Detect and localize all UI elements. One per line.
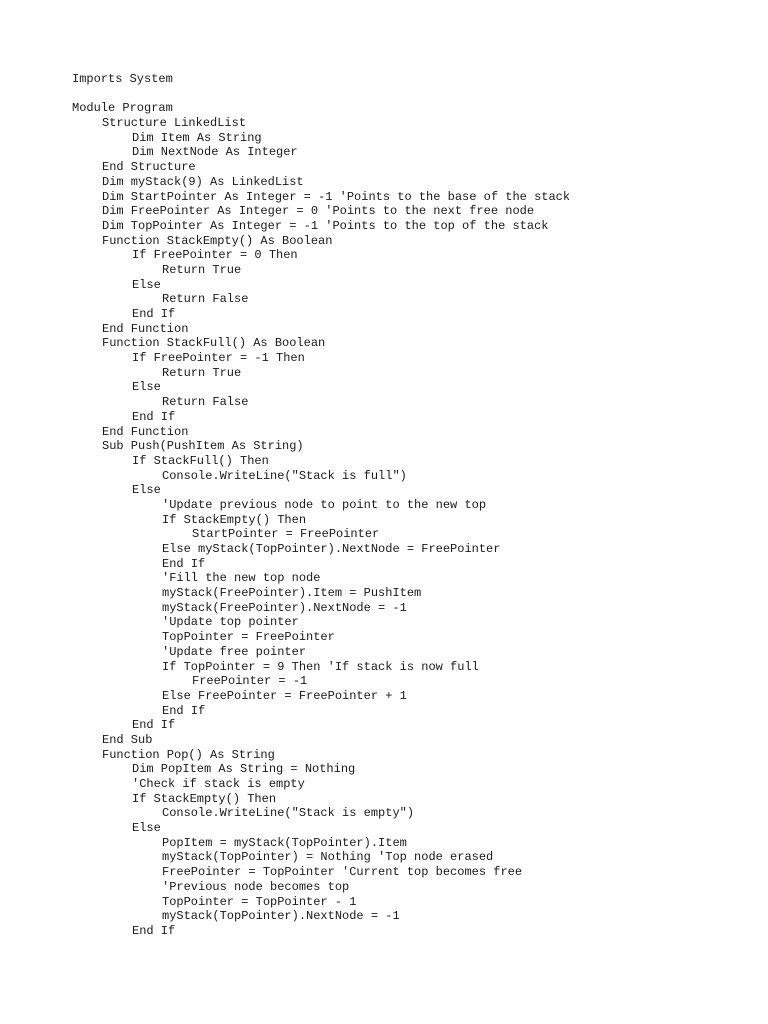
code-line: 'Fill the new top node bbox=[162, 571, 321, 586]
code-line: Function Pop() As String bbox=[102, 747, 275, 762]
code-line: Console.WriteLine("Stack is empty") bbox=[162, 806, 415, 821]
code-line: 'Update top pointer bbox=[162, 615, 299, 630]
code-line: Dim FreePointer As Integer = 0 'Points to the next free node bbox=[102, 204, 535, 219]
code-line: Function StackEmpty() As Boolean bbox=[102, 233, 333, 248]
code-line: Else bbox=[132, 483, 161, 498]
code-line: End Function bbox=[102, 321, 189, 336]
code-line: Else bbox=[132, 821, 161, 836]
code-line: Dim TopPointer As Integer = -1 'Points to the top of the stack bbox=[102, 218, 549, 233]
code-line: If TopPointer = 9 Then 'If stack is now full bbox=[162, 659, 479, 674]
code-line: Function StackFull() As Boolean bbox=[102, 336, 326, 351]
code-line: TopPointer = TopPointer - 1 bbox=[162, 894, 357, 909]
code-line: End If bbox=[132, 923, 176, 938]
code-line: 'Check if stack is empty bbox=[132, 777, 305, 791]
code-line: myStack(FreePointer).NextNode = -1 bbox=[162, 600, 407, 615]
code-line: Dim Item As String bbox=[132, 130, 262, 145]
code-line: Dim StartPointer As Integer = -1 'Points to the base of the stack bbox=[102, 189, 571, 204]
code-line: End Structure bbox=[102, 160, 196, 175]
code-line: Console.WriteLine("Stack is full") bbox=[162, 468, 407, 483]
code-line: myStack(FreePointer).Item = PushItem bbox=[162, 586, 422, 601]
code-line: Else myStack(TopPointer).NextNode = FreePointer bbox=[162, 542, 501, 556]
code-line: myStack(TopPointer) = Nothing 'Top node erased bbox=[162, 850, 494, 865]
code-line: 'Update free pointer bbox=[162, 644, 307, 659]
code-line: End Function bbox=[102, 424, 189, 439]
code-line: End If bbox=[162, 703, 206, 718]
code-line: myStack(TopPointer).NextNode = -1 bbox=[162, 909, 400, 924]
code-line: Imports System bbox=[72, 72, 173, 86]
code-line: FreePointer = TopPointer 'Current top becomes free bbox=[162, 865, 523, 880]
code-line: Sub Push(PushItem As String) bbox=[102, 439, 304, 454]
code-line: Return False bbox=[162, 395, 249, 410]
code-line: Module Program bbox=[72, 101, 173, 116]
code-line: End If bbox=[132, 307, 176, 321]
code-line: Else bbox=[132, 380, 161, 395]
code-line: End If bbox=[132, 718, 176, 733]
code-line: Dim NextNode As Integer bbox=[132, 145, 298, 160]
code-line: If FreePointer = -1 Then bbox=[132, 351, 305, 366]
code-line: FreePointer = -1 bbox=[192, 674, 308, 689]
code-line: 'Previous node becomes top bbox=[162, 879, 350, 894]
code-line: If StackFull() Then bbox=[132, 453, 269, 468]
code-line: End If bbox=[162, 556, 206, 571]
code-line: Structure LinkedList bbox=[102, 116, 247, 131]
code-line: Dim myStack(9) As LinkedList bbox=[102, 174, 304, 189]
code-line: Else bbox=[132, 277, 161, 292]
code-line: StartPointer = FreePointer bbox=[192, 527, 380, 542]
code-line: PopItem = myStack(TopPointer).Item bbox=[162, 835, 407, 850]
code-line: Dim PopItem As String = Nothing bbox=[132, 762, 356, 777]
code-line: If FreePointer = 0 Then bbox=[132, 248, 298, 263]
code-line bbox=[72, 87, 570, 102]
code-line: If StackEmpty() Then bbox=[132, 791, 277, 806]
code-line: Return False bbox=[162, 292, 249, 307]
code-line: Else FreePointer = FreePointer + 1 bbox=[162, 688, 407, 703]
code-line: End Sub bbox=[102, 732, 153, 747]
code-listing bbox=[72, 72, 570, 939]
code-line: Return True bbox=[162, 365, 242, 380]
code-line: TopPointer = FreePointer bbox=[162, 630, 335, 645]
code-line: 'Update previous node to point to the new top bbox=[162, 497, 487, 512]
code-line: End If bbox=[132, 409, 176, 424]
code-line: If StackEmpty() Then bbox=[162, 512, 307, 527]
code-line: Return True bbox=[162, 262, 242, 277]
